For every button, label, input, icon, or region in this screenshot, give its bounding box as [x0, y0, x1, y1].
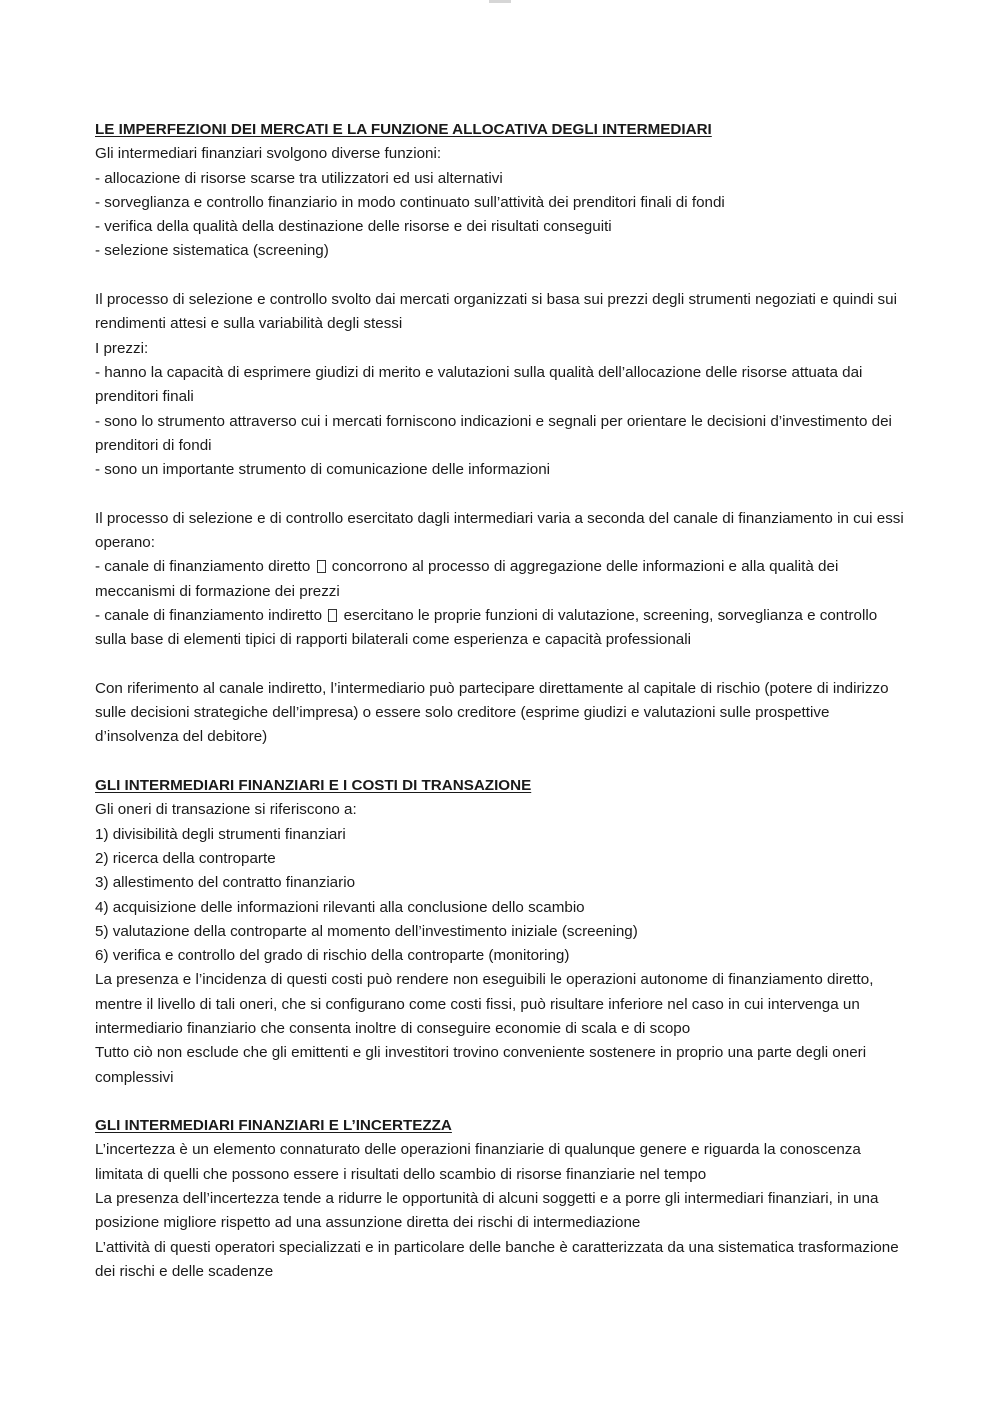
document-body	[95, 118, 910, 1284]
list-item-label: - canale di finanziamento diretto	[95, 558, 311, 576]
paragraph-gap	[95, 264, 910, 288]
paragraph: Il processo di selezione e controllo svolto dai mercati organizzati si basa sui prezzi degli strumenti negoziati e quindi sui rendimenti attesi e sulla variabilità degli stessi	[95, 291, 897, 333]
missing-glyph-icon	[328, 609, 337, 622]
list-item	[95, 555, 910, 604]
missing-glyph-icon	[317, 560, 326, 573]
paragraph: Con riferimento al canale indiretto, l’intermediario può partecipare direttamente al capitale di rischio (potere di indirizzo sulle decisioni strategiche dell’impresa) o essere solo creditore (esprime giudizi e valutazioni sulle prospettive d’insolvenza del debitore)	[95, 679, 889, 746]
paragraph-gap	[95, 653, 910, 677]
paragraph: I prezzi:	[95, 339, 149, 357]
list-item: - sono lo strumento attraverso cui i mercati forniscono indicazioni e segnali per orientare le decisioni d’investimento dei prenditori di fondi	[95, 412, 892, 454]
section-heading: LE IMPERFEZIONI DEI MERCATI E LA FUNZIONE ALLOCATIVA DEGLI INTERMEDIARI	[95, 121, 712, 138]
list-item: - selezione sistematica (screening)	[95, 242, 329, 260]
paragraph: L’incertezza è un elemento connaturato delle operazioni finanziarie di qualunque genere e riguarda la conoscenza limitata di quelli che possono essere i risultati dello scambio di risorse finanziarie nel tempo	[95, 1141, 861, 1183]
paragraph-gap	[95, 1090, 910, 1114]
list-item: 1) divisibilità degli strumenti finanziari	[95, 825, 346, 843]
section-heading: GLI INTERMEDIARI FINANZIARI E L’INCERTEZZA	[95, 1117, 452, 1135]
list-item: - allocazione di risorse scarse tra utilizzatori ed usi alternativi	[95, 169, 503, 187]
paragraph-gap	[95, 750, 910, 774]
list-item: 3) allestimento del contratto finanziario	[95, 874, 356, 892]
list-item: 6) verifica e controllo del grado di rischio della controparte (monitoring)	[95, 947, 570, 965]
paragraph: Tutto ciò non esclude che gli emittenti e gli investitori trovino conveniente sostenere in proprio una parte degli oneri complessivi	[95, 1044, 867, 1086]
list-item-text: concorrono al processo di aggregazione delle informazioni e alla qualità dei meccanismi di formazione dei prezzi	[95, 558, 839, 600]
paragraph: La presenza e l’incidenza di questi costi può rendere non eseguibili le operazioni autonome di finanziamento diretto, mentre il livello di tali oneri, che si configurano come costi fissi, può risultare inferiore nel caso in cui intervenga un intermediario finanziario che consenta inoltre di conseguire economie di scala e di scopo	[95, 971, 874, 1037]
list-item-text: esercitano le proprie funzioni di valutazione, screening, sorveglianza e controllo sulla base di elementi tipici di rapporti bilaterali come esperienza e capacità professionali	[95, 606, 878, 649]
list-item: 4) acquisizione delle informazioni rilevanti alla conclusione dello scambio	[95, 898, 585, 916]
list-item: 5) valutazione della controparte al momento dell’investimento iniziale (screening)	[95, 922, 638, 940]
list-item: - sono un importante strumento di comunicazione delle informazioni	[95, 461, 551, 479]
list-item: - hanno la capacità di esprimere giudizi di merito e valutazioni sulla qualità dell’allocazione delle risorse attuata dai prenditori finali	[95, 363, 863, 406]
list-item: - sorveglianza e controllo finanziario in modo continuato sull’attività dei prenditori finali di fondi	[95, 193, 725, 211]
page-header-mark	[489, 0, 511, 3]
section-heading: GLI INTERMEDIARI FINANZIARI E I COSTI DI TRANSAZIONE	[95, 777, 532, 795]
paragraph: Gli intermediari finanziari svolgono diverse funzioni:	[95, 145, 442, 163]
list-item-label: - canale di finanziamento indiretto	[95, 606, 323, 624]
paragraph: L’attività di questi operatori specializzati e in particolare delle banche è caratterizzata da una sistematica trasformazione dei rischi e delle scadenze	[95, 1238, 899, 1280]
paragraph-gap	[95, 482, 910, 506]
list-item: - verifica della qualità della destinazione delle risorse e dei risultati conseguiti	[95, 218, 612, 236]
paragraph: Gli oneri di transazione si riferiscono a:	[95, 801, 357, 819]
paragraph: La presenza dell’incertezza tende a ridurre le opportunità di alcuni soggetti e a porre gli intermediari finanziari, in una posizione migliore rispetto ad una assunzione diretta dei rischi di intermediazione	[95, 1190, 879, 1232]
paragraph: Il processo di selezione e di controllo esercitato dagli intermediari varia a seconda del canale di finanziamento in cui essi operano:	[95, 509, 904, 552]
list-item: 2) ricerca della controparte	[95, 849, 276, 867]
list-item	[95, 604, 910, 653]
